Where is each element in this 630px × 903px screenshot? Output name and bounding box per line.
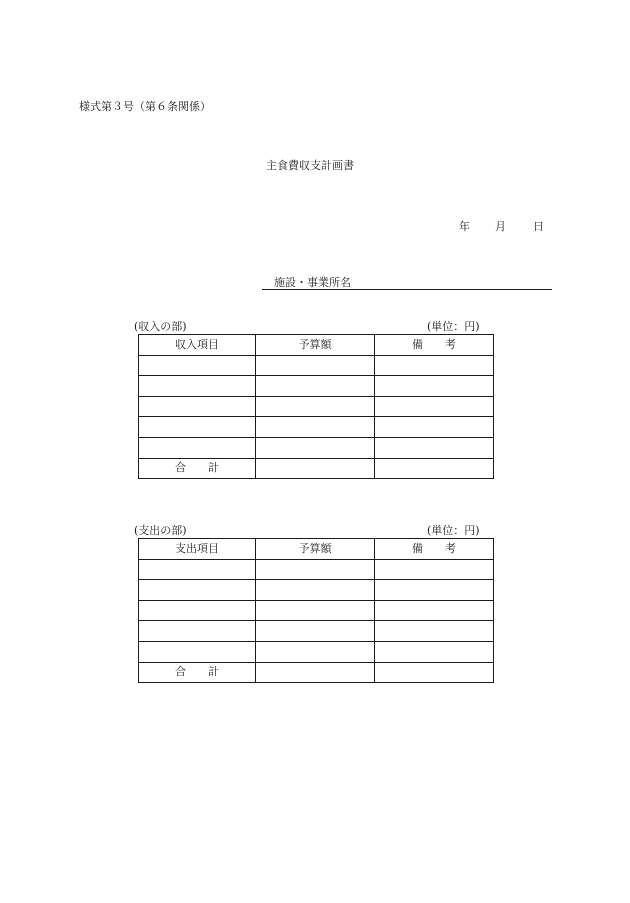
expense-header-row [139,539,494,560]
document-title: 主食費収支計画書 [266,159,354,172]
expense-total-row [139,662,494,683]
table-cell [256,417,375,438]
facility-name-field [262,276,552,290]
expense-section-label: (支出の部) [134,524,187,537]
income-unit-label: (単位：円) [427,320,480,333]
form-number: 様式第３号（第６条関係） [79,100,211,113]
table-cell [256,641,375,662]
table-cell [375,600,494,621]
expense-unit-label: (単位：円) [427,524,480,537]
table-cell [256,437,375,458]
date-day-label: 日 [533,220,544,233]
expense-header-remarks: 備 考 [375,539,494,560]
income-header-budget: 予算額 [256,335,375,356]
facility-name-label: 施設・事業所名 [274,276,351,289]
expense-table [138,538,494,683]
table-row [139,376,494,397]
table-cell [256,600,375,621]
income-table [138,334,494,479]
table-cell [256,376,375,397]
table-row [139,600,494,621]
table-row [139,559,494,580]
table-cell [139,417,256,438]
table-row [139,396,494,417]
table-cell [256,580,375,601]
income-total-row [139,458,494,479]
table-cell [375,580,494,601]
table-cell [139,559,256,580]
table-cell [375,641,494,662]
income-header-row [139,335,494,356]
table-cell [375,355,494,376]
table-row [139,355,494,376]
table-cell [256,662,375,683]
date-month-label: 月 [495,220,506,233]
expense-total-label: 合 計 [139,662,256,683]
table-cell [256,396,375,417]
table-cell [256,355,375,376]
table-row [139,641,494,662]
table-cell [375,621,494,642]
table-cell [139,355,256,376]
table-cell [375,417,494,438]
table-cell [256,621,375,642]
table-cell [375,396,494,417]
expense-header-item: 支出項目 [139,539,256,560]
table-cell [375,376,494,397]
expense-header-budget: 予算額 [256,539,375,560]
income-total-label: 合 計 [139,458,256,479]
table-row [139,417,494,438]
table-cell [139,621,256,642]
table-row [139,437,494,458]
table-cell [256,559,375,580]
table-cell [375,458,494,479]
table-cell [139,396,256,417]
income-header-remarks: 備 考 [375,335,494,356]
date-year-label: 年 [459,220,470,233]
table-row [139,580,494,601]
income-header-item: 収入項目 [139,335,256,356]
table-cell [375,662,494,683]
table-cell [375,437,494,458]
table-row [139,621,494,642]
table-cell [256,458,375,479]
table-cell [139,600,256,621]
income-section-label: (収入の部) [134,320,187,333]
table-cell [375,559,494,580]
table-cell [139,437,256,458]
table-cell [139,580,256,601]
table-cell [139,376,256,397]
table-cell [139,641,256,662]
